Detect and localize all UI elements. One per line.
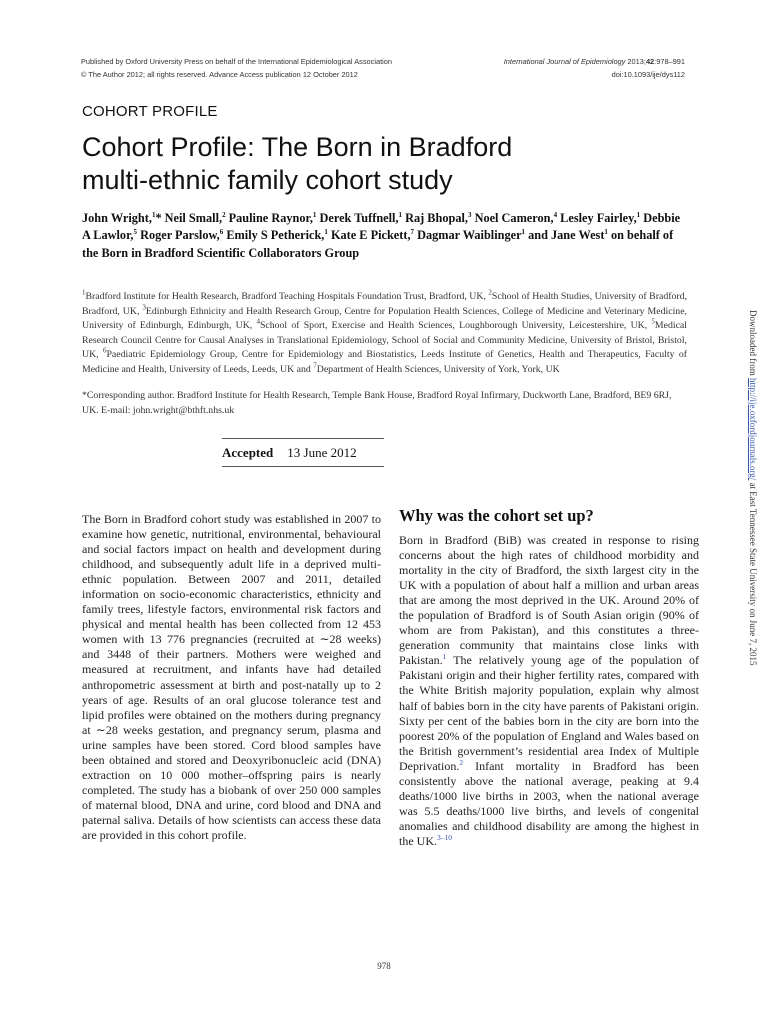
author-name: Debbie A Lawlor, [82,211,681,243]
author [417,228,528,242]
affiliation-number: 3 [142,303,146,312]
affiliation-number: 7 [313,361,317,370]
affiliation-number: 4 [256,317,260,326]
author-name: Emily S Petherick, [226,228,325,243]
author-affiliation-number: 1 [521,228,526,237]
abstract-column [82,512,381,843]
accepted-top-rule [222,438,384,439]
author [226,228,331,242]
corresponding-author: *Corresponding author. Bradford Institute for Health Research, Temple Bank House, Bradford Royal Infirmary, Duckworth Lane, Bradford, BE9 6RJ, UK. E-mail: john.wright@bthft.nhs.uk [82,390,672,416]
copyright-line: © The Author 2012; all rights reserved. Advance Access publication 12 October 2012 [81,70,358,79]
section-heading: Why was the cohort set up? [399,506,594,525]
body-text-2: The relatively young age of the population of Pakistani origin and their higher fertility rates, compared with the White British majority population, explain why almost half of babies born in the city have parents of Pakistani origin. Sixty per cent of the babies born in the city are born into the poorest 20% of the population of England and Wales based on the British government’s residential area Index of Multiple Deprivation. [399,653,699,773]
author-name: Lesley Fairley, [560,211,637,225]
affiliation-text: Edinburgh Ethnicity and Health Research Group, Centre for Population Health Sciences, College of Medicine and Veterinary Medicine, University of Edinburgh, Edinburgh, UK, [82,305,688,332]
journal-link[interactable]: http://ije.oxfordjournals.org/ [748,377,758,481]
author-name: Raj Bhopal, [405,211,468,225]
abstract-text: The Born in Bradford cohort study was established in 2007 to examine how genetic, nutritional, environmental, behavioural and social factors impact on health and development during childhood, and subsequently adult life in a deprived multi-ethnic population. Between 2007 and 2011, detailed information on socio-economic characteristics, ethnicity and family trees, lifestyle factors, environmental risk factors and physical and mental health has been collected from 12 453 women with 13 776 pregnancies (recruited at ∼28 weeks) and 3448 of their partners. Mothers were weighed and measured at recruitment, and infants have had detailed anthropometric assessment at birth and post-natally up to 2 years of age. Results of an oral glucose tolerance test and lipid profiles were obtained on the mothers during pregnancy at ∼28 weeks gestation, and pregnancy serum, plasma and urine samples have been stored. Cord blood samples have been obtained and stored and Deoxyribonucleic acid (DNA) extraction on 10 000 mother–offspring pairs is nearly completed. The study has a biobank of over 250 000 samples of maternal blood, DNA and urine, cord blood and DNA and paternal saliva. Details of how scientists can access these data are provided in this cohort profile. [82,512,381,842]
accepted-date: 13 June 2012 [287,445,357,460]
affiliation-text: School of Sport, Exercise and Health Sciences, Loughborough University, Leicestershire, UK, [259,320,652,332]
author-affiliation-number: 1 [604,228,608,237]
title-line-2: multi-ethnic family cohort study [82,165,453,195]
affiliation-number: 2 [488,288,492,297]
journal-volume: 42 [645,57,655,66]
author-affiliation-number: 3 [467,210,472,219]
journal-reference [385,55,685,68]
affiliation-number: 1 [82,288,86,297]
author [331,228,417,242]
affiliation-number: 5 [651,317,655,326]
author-name: Roger Parslow, [140,228,220,243]
download-notice [744,310,758,730]
author [475,211,561,225]
author-name: Dagmar Waiblinger [417,228,522,243]
affiliation-text: Department of Health Sciences, University of York, York, UK [316,363,560,375]
body-paragraph [399,533,699,849]
page-number: 978 [377,961,391,971]
journal-pages: :978–991 [654,57,685,66]
author-suffix: on behalf of the Born in Bradford Scientific Collaborators Group [82,228,674,260]
accepted-bottom-rule [222,466,384,467]
doi: doi:10.1093/ije/dys112 [611,70,685,79]
author-name: Kate E Pickett, [330,228,411,243]
author-affiliation-number: 1 [324,228,328,237]
author-name: and Jane West [528,228,605,243]
author-name: Pauline Raynor, [228,211,313,225]
author [560,211,643,225]
author [405,211,474,225]
title-line-1: Cohort Profile: The Born in Bradford [82,132,513,162]
affiliation-text: Medical Research Council Centre for Causal Analyses in Translational Epidemiology, School of Social and Community Medicine, University of Bristol, Bristol, UK, [82,320,687,361]
author [140,228,226,242]
author-name: Derek Tuffnell, [319,211,399,225]
journal-citation [385,55,685,81]
citation-link[interactable]: 1 [442,652,447,662]
author-affiliation-number: 6 [219,228,224,237]
affiliation-text: Bradford Institute for Health Research, Bradford Teaching Hospitals Foundation Trust, Bradford, UK, [85,291,489,302]
journal-name: International Journal of Epidemiology [503,57,626,66]
journal-year: 2013; [625,57,646,66]
author-suffix: * [155,211,165,225]
author-affiliation-number: 1 [312,210,317,219]
accepted-label: Accepted [222,445,274,460]
author-affiliation-number: 7 [410,228,415,237]
download-prefix: Downloaded from [748,310,758,378]
author [229,211,320,225]
article-title [82,131,642,197]
accepted-date-line [222,445,392,461]
author [320,211,406,225]
author-affiliation-number: 1 [398,210,403,219]
affiliations [82,290,687,378]
publisher-line: Published by Oxford University Press on behalf of the International Epidemiological Association [81,57,392,66]
section-label: COHORT PROFILE [82,103,218,120]
author-affiliation-number: 5 [133,228,137,237]
affiliation-text: Paediatric Epidemiology Group, Centre for Epidemiology and Biostatistics, Leeds Institute of Genetics, Health and Therapeutics, Faculty of Medicine and Health, University of Leeds, Leeds, UK and [82,349,687,375]
author [165,211,229,225]
author-list [82,210,682,262]
author-name: Neil Small, [164,211,223,225]
download-suffix: at East Tennessee State University on June 7, 2015 [748,480,758,666]
author-affiliation-number: 1 [636,210,641,219]
citation-link[interactable]: 2 [459,757,464,767]
affiliation-number: 6 [102,347,107,356]
author-name: John Wright, [82,211,152,225]
affiliation-text: School of Health Studies, University of Bradford, Bradford, UK, [82,291,687,317]
body-text-1: Born in Bradford (BiB) was created in response to rising concerns about the high rates of childhood morbidity and mortality in the city of Bradford, the sixth largest city in the UK with a population of about half a million and urban areas that are among the most deprived in the UK. Around 20% of the population of Bradford is of South Asian origin (90% of whom are from Pakistan), and this constitutes a three-generation community that maintains close links with Pakistan. [399,533,699,668]
author-name: Noel Cameron, [474,211,554,225]
author-affiliation-number: 1 [151,210,156,219]
author-affiliation-number: 2 [222,210,226,219]
author [82,211,165,225]
body-column [399,506,699,849]
author-affiliation-number: 4 [553,210,558,219]
body-text-3: Infant mortality in Bradford has been consistently above the national average, peaking at 9.4 deaths/1000 live births in 2003, when the national average was 5.5 deaths/1000 live births, and levels of congenital anomalies and childhood disability are among the highest in the UK. [399,758,699,848]
citation-link[interactable]: 3–10 [437,832,452,842]
